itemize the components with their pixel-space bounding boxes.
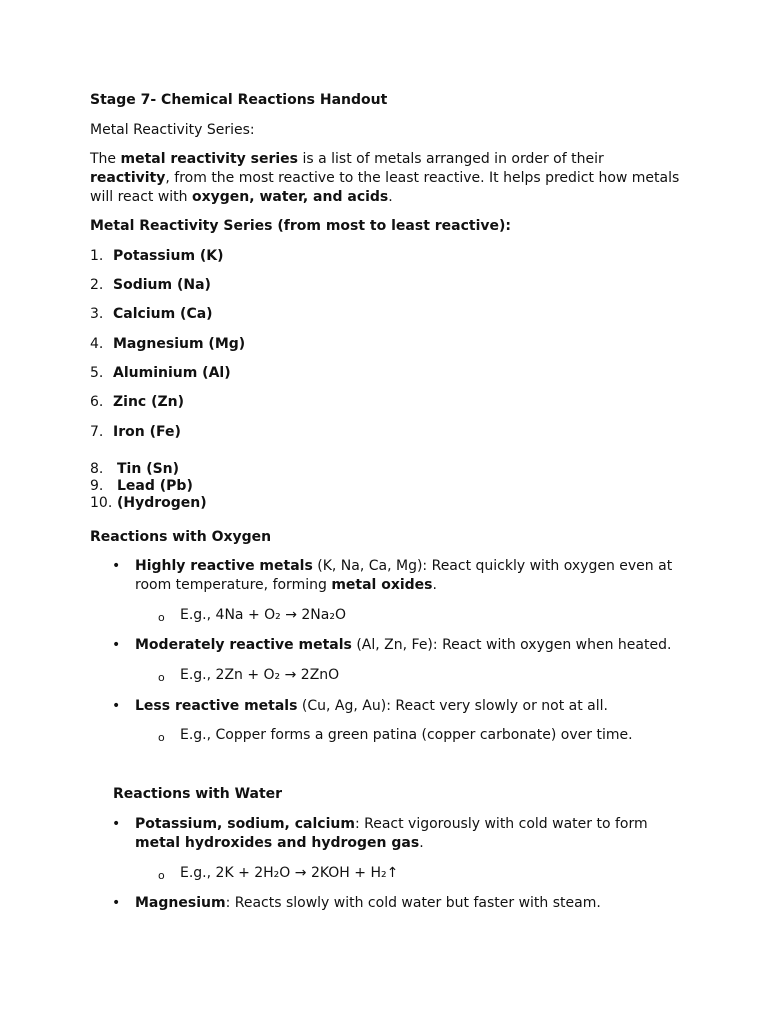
list-item-label: Aluminium (Al): [113, 365, 231, 381]
page-title: Stage 7- Chemical Reactions Handout: [90, 92, 388, 108]
oxygen-moderate-line: Moderately reactive metals (Al, Zn, Fe): React with oxygen when heated.: [135, 637, 672, 653]
bullet-icon: •: [112, 895, 121, 911]
water-alkali-example: E.g., 2K + 2H₂O → 2KOH + H₂↑: [180, 865, 399, 881]
water-mg-line: Magnesium: Reacts slowly with cold water but faster with steam.: [135, 895, 601, 911]
water-alkali-line-2: metal hydroxides and hydrogen gas.: [135, 835, 424, 851]
list-item-label: (Hydrogen): [117, 495, 207, 511]
oxygen-high-example: E.g., 4Na + O₂ → 2Na₂O: [180, 607, 346, 623]
list-item: 2.: [90, 277, 104, 293]
list-item: 3.: [90, 306, 104, 322]
oxygen-less-line: Less reactive metals (Cu, Ag, Au): React very slowly or not at all.: [135, 698, 608, 714]
oxygen-less-example: E.g., Copper forms a green patina (copper carbonate) over time.: [180, 727, 633, 743]
list-item: 7.: [90, 424, 104, 440]
water-alkali-line-1: Potassium, sodium, calcium: React vigorously with cold water to form: [135, 816, 648, 832]
list-item-label: Iron (Fe): [113, 424, 181, 440]
intro-line-2: reactivity, from the most reactive to the least reactive. It helps predict how metals: [90, 170, 680, 186]
list-item-label: Tin (Sn): [117, 461, 180, 477]
sub-bullet-icon: o: [158, 731, 165, 744]
list-item: 10.: [90, 495, 113, 511]
list-item-label: Calcium (Ca): [113, 306, 213, 322]
list-item: 6.: [90, 394, 104, 410]
bullet-icon: •: [112, 637, 121, 653]
oxygen-high-line-2: room temperature, forming metal oxides.: [135, 577, 437, 593]
list-item: 1.: [90, 248, 104, 264]
sub-bullet-icon: o: [158, 869, 165, 882]
list-item: 9.: [90, 478, 104, 494]
list-item-label: Potassium (K): [113, 248, 224, 264]
oxygen-high-line-1: Highly reactive metals (K, Na, Ca, Mg): React quickly with oxygen even at: [135, 558, 673, 574]
list-item: 4.: [90, 336, 104, 352]
sub-bullet-icon: o: [158, 611, 165, 624]
section-subtitle: Metal Reactivity Series:: [90, 122, 255, 138]
oxygen-heading: Reactions with Oxygen: [90, 529, 272, 545]
intro-line-3: will react with oxygen, water, and acids.: [90, 189, 393, 205]
bullet-icon: •: [112, 558, 121, 574]
list-item-label: Lead (Pb): [117, 478, 193, 494]
list-item-label: Sodium (Na): [113, 277, 211, 293]
list-item: 8.: [90, 461, 104, 477]
oxygen-moderate-example: E.g., 2Zn + O₂ → 2ZnO: [180, 667, 340, 683]
list-item: 5.: [90, 365, 104, 381]
list-item-label: Zinc (Zn): [113, 394, 185, 410]
series-heading: Metal Reactivity Series (from most to least reactive):: [90, 218, 512, 234]
intro-line-1: The metal reactivity series is a list of metals arranged in order of their: [90, 151, 604, 167]
water-heading: Reactions with Water: [113, 786, 283, 802]
bullet-icon: •: [112, 698, 121, 714]
list-item-label: Magnesium (Mg): [113, 336, 246, 352]
sub-bullet-icon: o: [158, 671, 165, 684]
bullet-icon: •: [112, 816, 121, 832]
